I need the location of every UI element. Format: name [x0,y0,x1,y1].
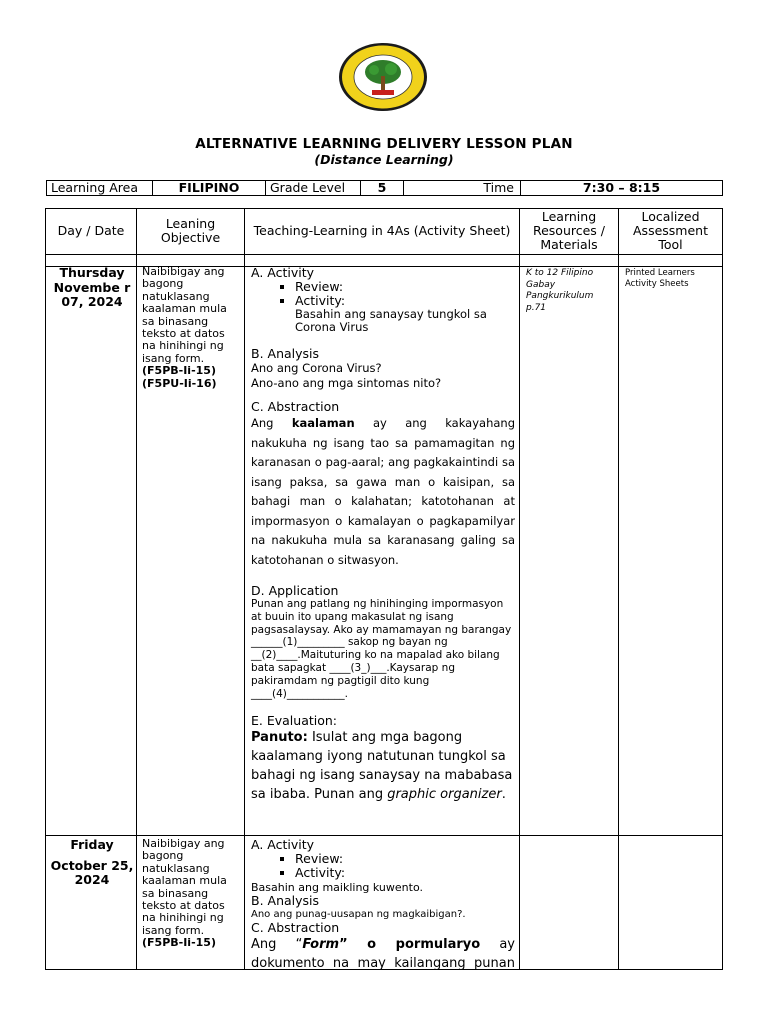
header-objective: Leaning Objective [160,216,221,245]
row2-day-name: Friday [70,837,114,852]
row2-analysis-title: B. Analysis [251,893,320,908]
row2-abstraction-title: C. Abstraction [251,920,340,935]
row2-objective-text: Naibibigay ang bagong natuklasang kaalaman mula sa binasang teksto at datos na hinihingi ng isang form. [142,837,227,937]
header-day-date: Day / Date [57,223,125,238]
document-subtitle: (Distance Learning) [314,152,454,167]
row2-review-item: ▪ Review: [295,852,515,866]
header-assessment: Localized Assessment Tool [633,209,708,252]
row2-activity-title: A. Activity [251,837,315,852]
school-seal-logo [338,42,428,112]
row1-resources: K to 12 Filipino Gabay Pangkurikulum p.71 [526,268,594,313]
row2-activity-text: Basahin ang maikling kuwento. [251,881,423,894]
row2-objective [142,838,240,950]
row1-activity-text: Basahin ang sanaysay tungkol sa Corona Virus [295,307,487,334]
row1-objective [142,266,240,390]
row1-review-item: ▪ Review: [295,280,515,294]
row1-objective-text: Naibibigay ang bagong natuklasang kaalaman mula sa binasang teksto at datos na hinihingi ng isang form. [142,265,227,365]
row1-evaluation-text: Panuto: Isulat ang mga bagong kaalamang iyong natutunan tungkol sa bahagi ng isang sanaysay na mababasa sa ibaba. Punan ang graphic organizer. [251,730,513,803]
lesson-plan-table [45,208,723,970]
row1-code-2: (F5PU-Ii-16) [142,376,217,390]
grade-level-value: 5 [361,181,404,196]
row2-teaching-learning [251,838,515,973]
row1-day: Thursday Novembe r 07, 2024 [53,265,131,309]
header-teaching-learning: Teaching-Learning in 4As (Activity Sheet) [253,223,511,238]
row1-analysis-title: B. Analysis [251,346,320,361]
time-value: 7:30 – 8:15 [521,181,723,196]
learning-area-value: FILIPINO [153,181,266,196]
row2-activity-item: ▪ Activity: [295,866,515,880]
row1-activity-item: ▪ Activity: [295,294,515,308]
row1-analysis-line-2: Ano-ano ang mga sintomas nito? [251,375,442,390]
row1-teaching-learning [251,266,515,804]
row2-day [49,838,135,888]
row1-abstraction-title: C. Abstraction [251,399,340,414]
row2-code-1: (F5PB-Ii-15) [142,936,216,950]
row1-analysis-line-1: Ano ang Corona Virus? [251,361,382,375]
header-resources: Learning Resources / Materials [532,209,606,252]
grade-level-label: Grade Level [266,181,361,196]
row1-evaluation-title: E. Evaluation: [251,713,338,729]
learning-area-label: Learning Area [47,181,153,196]
row1-activity-title: A. Activity [251,265,315,280]
row1-application-title: D. Application [251,583,339,598]
row1-assessment: Printed Learners Activity Sheets [625,268,695,289]
time-label: Time [404,181,521,196]
row1-application-text: Punan ang patlang ng hinihinging impormasyon at buuin ito upang makasulat ng isang pagsasalaysay. Ako ay mamamayan ng barangay ______(1)_________ sakop ng bayan ng __(2)____.Maituturing ko na mapalad ako bilang bata sapagkat ____(3_)___.Kaysarap ng pakiramdam ng pagtigil dito kung ____(4)___________. [251,598,512,700]
document-title: ALTERNATIVE LEARNING DELIVERY LESSON PLAN [195,136,573,152]
row1-abstraction-text: Ang kaalaman ay ang kakayahang nakukuha ng isang tao sa pamamagitan ng karanasan o pag-aaral; ang pagkakaintindi sa isang paksa, sa gawa man o kaisipan, sa bahagi man o kalahatan; katotohanan at impormasyon o kamalayan o pagkapamilyar na nakukuha mula sa karanasang galing sa katotohanan o sitwasyon. [251,416,515,567]
row2-analysis-text: Ano ang punag-uusapan ng magkaibigan?. [251,909,466,920]
row2-abstraction-line-1: Ang “Form” o pormularyo ay dokumento na may kailangang punan [251,937,515,971]
row2-date: October 25, 2024 [50,857,134,887]
info-row-table [46,180,723,196]
row1-code-1: (F5PB-Ii-15) [142,364,216,378]
